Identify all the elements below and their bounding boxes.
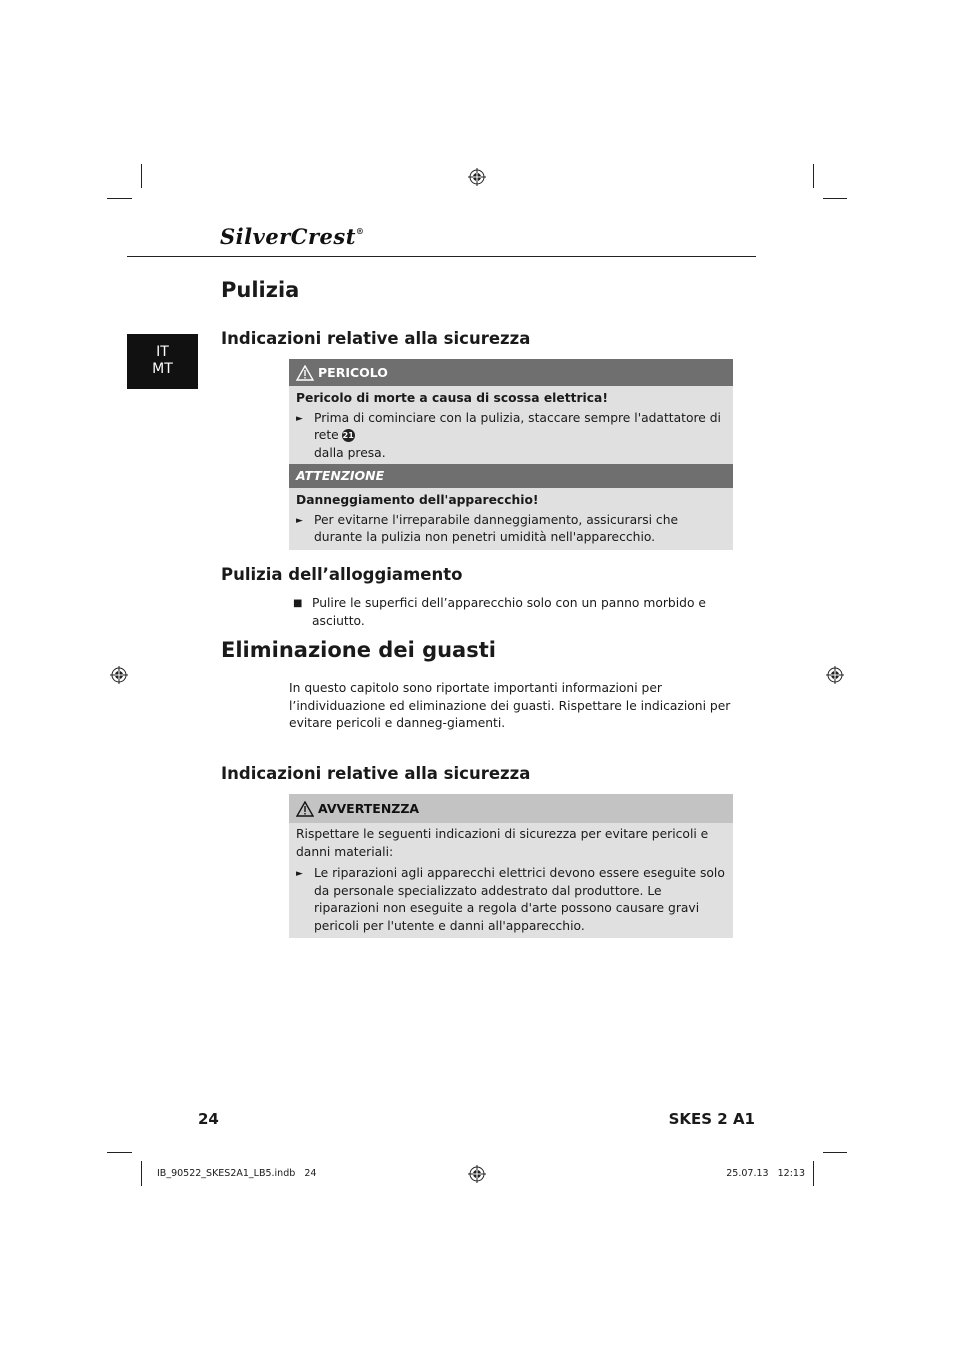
caution-box-header — [289, 464, 733, 488]
danger-box — [289, 359, 733, 465]
caution-bullet-text: Per evitarne l'irreparabile danneggiamento, assicurarsi che durante la pulizia non penetri umidità nell'apparecchio. — [314, 512, 679, 544]
square-bullet-icon: ■ — [293, 598, 303, 609]
brand-name: SilverCrest — [220, 224, 356, 249]
list-item — [296, 410, 726, 463]
section-title-cleaning: Pulizia — [221, 278, 300, 302]
housing-item-text: Pulire le superfici dell’apparecchio solo con un panno morbido e asciutto. — [312, 596, 706, 628]
crop-mark — [107, 198, 132, 199]
warning-bullet-text: Le riparazioni agli apparecchi elettrici devono essere eseguite solo da personale specializzato addestrato dal produttore. Le riparazioni non eseguite a regola d'arte possono causare gravi pericoli per l'utente e danni all'apparecchio. — [314, 866, 725, 933]
arrow-bullet-icon: ► — [296, 515, 303, 526]
brand-logo — [220, 224, 364, 249]
subsection-title-safety: Indicazioni relative alla sicurezza — [221, 329, 531, 348]
crop-mark — [141, 1161, 142, 1186]
warning-triangle-icon — [296, 801, 314, 817]
arrow-bullet-icon: ► — [296, 869, 303, 879]
subsection-title-housing: Pulizia dell’alloggiamento — [221, 565, 463, 584]
model-name: SKES 2 A1 — [668, 1110, 755, 1128]
danger-label: PERICOLO — [318, 364, 388, 380]
crop-mark — [107, 1152, 132, 1153]
troubleshooting-intro: In questo capitolo sono riportate importanti informazioni per l’individuazione ed eliminazione dei guasti. Rispettare le indicazioni per evitare pericoli e danneg-giamenti. — [289, 681, 731, 730]
list-item — [293, 595, 743, 630]
registration-mark-icon — [468, 168, 486, 186]
registration-mark-icon — [468, 1165, 486, 1183]
crop-mark — [823, 198, 847, 199]
crop-mark — [141, 164, 142, 188]
arrow-bullet-icon: ► — [296, 413, 303, 424]
danger-headline: Pericolo di morte a causa di scossa elettrica! — [296, 391, 608, 405]
danger-bullet-text: Prima di cominciare con la pulizia, staccare sempre l'adattatore di rete — [314, 410, 721, 442]
reference-number-badge: 21 — [342, 431, 354, 440]
danger-bullet-text-cont: dalla presa. — [314, 445, 386, 460]
print-date-time: 25.07.13 12:13 — [726, 1168, 805, 1179]
caution-headline: Danneggiamento dell'apparecchio! — [296, 493, 539, 507]
warning-box — [289, 794, 733, 938]
language-code-mt: MT — [152, 361, 173, 377]
list-item — [296, 865, 726, 935]
crop-mark — [823, 1152, 847, 1153]
warning-intro: Rispettare le seguenti indicazioni di sicurezza per evitare pericoli e danni materiali: — [296, 827, 709, 859]
caution-label: ATTENZIONE — [296, 468, 385, 484]
warning-triangle-icon — [296, 365, 314, 381]
registered-mark: ® — [355, 226, 365, 236]
page-number: 24 — [198, 1110, 219, 1128]
warning-label: AVVERTENZZA — [318, 800, 420, 816]
language-tab — [127, 334, 198, 389]
language-code-it: IT — [156, 344, 169, 360]
subsection-title-safety-2: Indicazioni relative alla sicurezza — [221, 764, 531, 783]
crop-mark — [813, 1161, 814, 1186]
warning-box-header — [289, 794, 733, 823]
registration-mark-icon — [110, 666, 128, 684]
caution-box — [289, 464, 733, 550]
danger-box-header — [289, 359, 733, 386]
registration-mark-icon — [826, 666, 844, 684]
crop-mark — [813, 164, 814, 188]
header-rule — [127, 256, 756, 257]
section-title-troubleshooting: Eliminazione dei guasti — [221, 638, 496, 662]
list-item — [296, 512, 726, 547]
file-name: IB_90522_SKES2A1_LB5.indb 24 — [157, 1168, 317, 1179]
